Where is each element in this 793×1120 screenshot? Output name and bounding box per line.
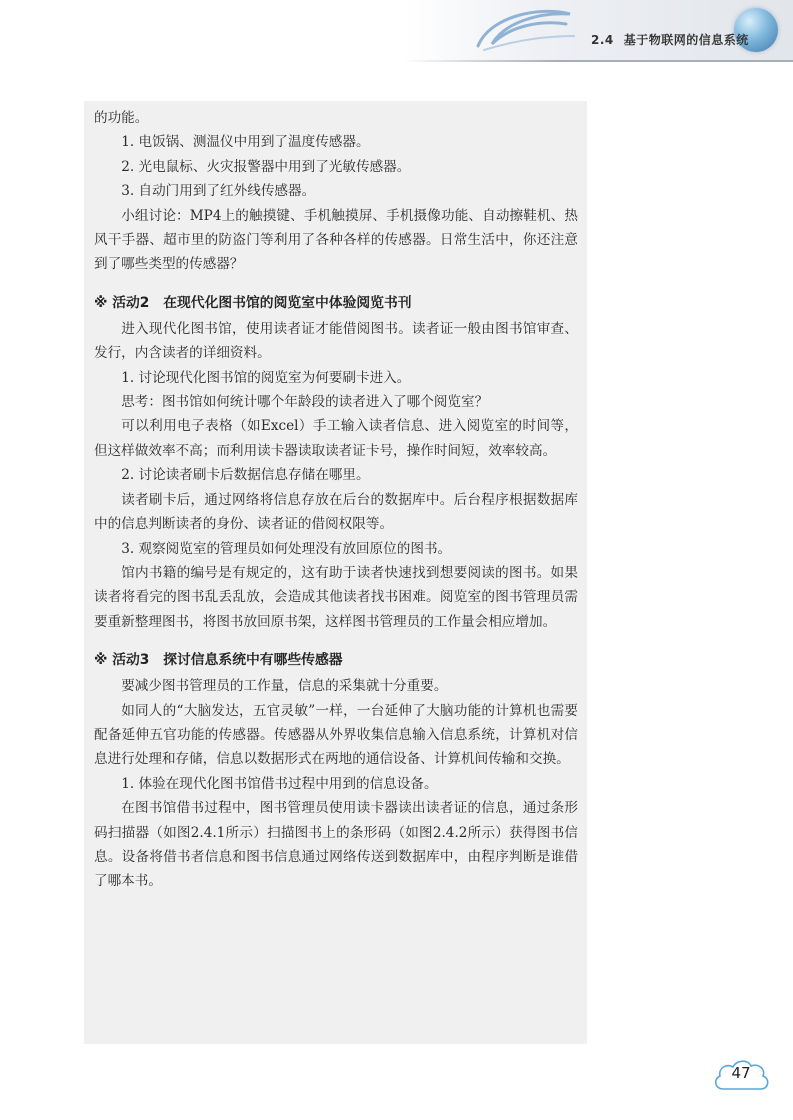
list-item: 1. 讨论现代化图书馆的阅览室为何要刷卡进入。 bbox=[121, 369, 411, 386]
paragraph: 馆内书籍的编号是有规定的，这有助于读者快速找到想要阅读的图书。如果读者将看完的图书乱丢乱放，会造成其他读者找书困难。阅览室的图书管理员需要重新整理图书，将图书放回原书架，这样图书管理员的工作量会相应增加。 bbox=[94, 564, 578, 630]
paragraph: 可以利用电子表格（如Excel）手工输入读者信息、进入阅览室的时间等，但这样做效率不高；而利用读卡器读取读者证卡号，操作时间短，效率较高。 bbox=[94, 418, 578, 459]
section-number: 2.4 bbox=[591, 33, 614, 47]
paragraph: 如同人的“大脑发达，五官灵敏”一样，一台延伸了大脑功能的计算机也需要配备延伸五官功能的传感器。传感器从外界收集信息输入信息系统，计算机对信息进行处理和存储，信息以数据形式在两地的通信设备、计算机间传输和交换。 bbox=[94, 702, 578, 768]
list-item: 1. 电饭锅、测温仪中用到了温度传感器。 bbox=[121, 134, 370, 151]
page-number: 47 bbox=[731, 1064, 751, 1082]
paragraph: 的功能。 bbox=[94, 110, 149, 126]
paragraph: 小组讨论：MP4上的触摸键、手机触摸屏、手机摄像功能、自动擦鞋机、热风干手器、超市里的防盗门等利用了各种各样的传感器。日常生活中，你还注意到了哪些类型的传感器？ bbox=[94, 207, 578, 273]
list-item: 3. 观察阅览室的管理员如何处理没有放回原位的图书。 bbox=[121, 540, 452, 557]
section-title: 基于物联网的信息系统 bbox=[623, 33, 749, 47]
list-item: 3. 自动门用到了红外线传感器。 bbox=[121, 183, 316, 200]
list-item: 1. 体验在现代化图书馆借书过程中用到的信息设备。 bbox=[121, 775, 438, 792]
swoosh-logo-icon bbox=[470, 6, 580, 56]
paragraph: 思考：图书馆如何统计哪个年龄段的读者进入了哪个阅览室？ bbox=[121, 394, 489, 411]
section-header bbox=[591, 31, 749, 48]
list-item: 2. 光电鼠标、火灾报警器中用到了光敏传感器。 bbox=[121, 158, 411, 175]
paragraph: 要减少图书管理员的工作量，信息的采集就十分重要。 bbox=[121, 678, 448, 695]
paragraph: 进入现代化图书馆，使用读者证才能借阅图书。读者证一般由图书馆审查、发行，内含读者的详细资料。 bbox=[94, 320, 578, 362]
activity3-heading: ※ 活动3 探讨信息系统中有哪些传感器 bbox=[94, 652, 343, 669]
activity2-heading: ※ 活动2 在现代化图书馆的阅览室中体验阅览书刊 bbox=[94, 294, 412, 311]
paragraph: 在图书馆借书过程中，图书管理员使用读卡器读出读者证的信息，通过条形码扫描器（如图2.4.1所示）扫描图书上的条形码（如图2.4.2所示）获得图书信息。设备将借书者信息和图书信息通过网络传送到数据库中，由程序判断是谁借了哪本书。 bbox=[94, 800, 578, 890]
list-item: 2. 讨论读者刷卡后数据信息存储在哪里。 bbox=[121, 467, 370, 484]
body-text bbox=[94, 106, 578, 894]
paragraph: 读者刷卡后，通过网络将信息存放在后台的数据库中。后台程序根据数据库中的信息判断读者的身份、读者证的借阅权限等。 bbox=[94, 491, 578, 533]
